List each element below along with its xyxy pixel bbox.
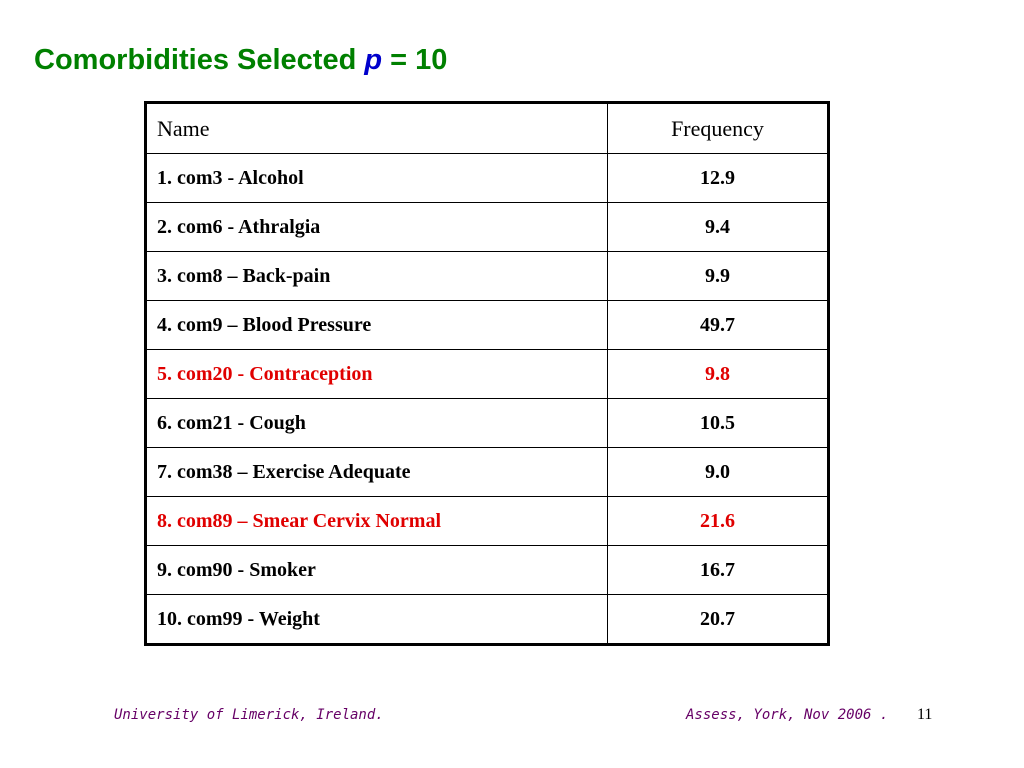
table-row xyxy=(146,546,829,595)
header-frequency: Frequency xyxy=(608,103,829,154)
row-frequency: 9.9 xyxy=(608,252,829,301)
table-row xyxy=(146,595,829,645)
table-row xyxy=(146,301,829,350)
row-frequency: 10.5 xyxy=(608,399,829,448)
table-row xyxy=(146,154,829,203)
row-frequency: 9.4 xyxy=(608,203,829,252)
row-name: 4. com9 – Blood Pressure xyxy=(146,301,608,350)
title-rest: = 10 xyxy=(382,44,448,76)
header-name: Name xyxy=(146,103,608,154)
table-row xyxy=(146,399,829,448)
row-frequency: 21.6 xyxy=(608,497,829,546)
row-frequency: 16.7 xyxy=(608,546,829,595)
row-frequency: 9.0 xyxy=(608,448,829,497)
page-number: 11 xyxy=(917,706,933,723)
row-name: 6. com21 - Cough xyxy=(146,399,608,448)
row-frequency: 49.7 xyxy=(608,301,829,350)
table-row xyxy=(146,203,829,252)
row-name: 8. com89 – Smear Cervix Normal xyxy=(146,497,608,546)
row-name: 5. com20 - Contraception xyxy=(146,350,608,399)
row-name: 2. com6 - Athralgia xyxy=(146,203,608,252)
footer-event: Assess, York, Nov 2006 . xyxy=(686,707,889,723)
row-name: 1. com3 - Alcohol xyxy=(146,154,608,203)
table-row xyxy=(146,448,829,497)
row-frequency: 9.8 xyxy=(608,350,829,399)
footer-institution: University of Limerick, Ireland. xyxy=(114,707,384,723)
row-frequency: 20.7 xyxy=(608,595,829,645)
table-row xyxy=(146,497,829,546)
table-header-row xyxy=(146,103,829,154)
title-variable: p xyxy=(364,44,383,76)
row-frequency: 12.9 xyxy=(608,154,829,203)
table-row xyxy=(146,252,829,301)
comorbidities-table xyxy=(144,101,830,646)
row-name: 10. com99 - Weight xyxy=(146,595,608,645)
table-row xyxy=(146,350,829,399)
row-name: 7. com38 – Exercise Adequate xyxy=(146,448,608,497)
title-main: Comorbidities Selected xyxy=(34,44,365,76)
row-name: 3. com8 – Back-pain xyxy=(146,252,608,301)
slide-title xyxy=(34,44,447,77)
row-name: 9. com90 - Smoker xyxy=(146,546,608,595)
